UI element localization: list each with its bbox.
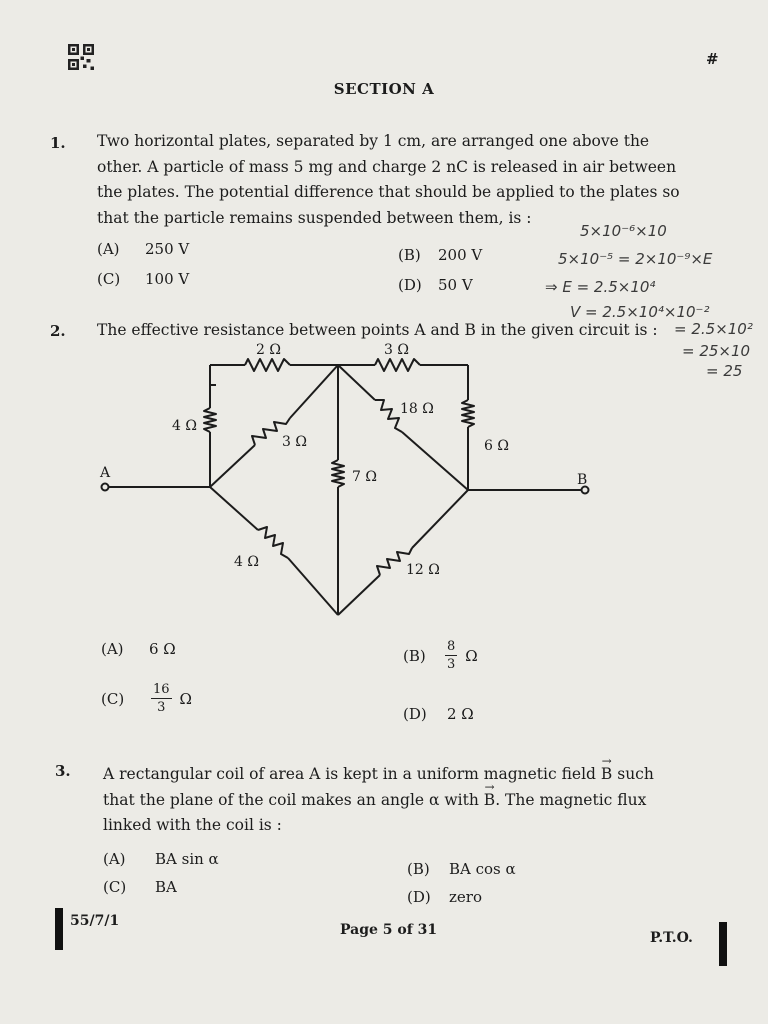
fraction	[151, 683, 172, 715]
handwritten-note: 5×10⁻⁵ = 2×10⁻⁹×E	[558, 250, 713, 268]
question-3-text	[103, 762, 703, 839]
option-text: BA sin α	[155, 850, 219, 868]
option-text: 6 Ω	[149, 640, 176, 658]
option-text: zero	[449, 888, 482, 906]
resistor-label: 18 Ω	[400, 401, 434, 417]
footer-right-bar	[719, 922, 727, 966]
option-text: 250 V	[145, 240, 190, 258]
pto-label: P.T.O.	[650, 930, 693, 946]
option-unit: Ω	[465, 647, 478, 665]
qr-code-icon	[68, 44, 94, 70]
handwritten-note: = 2.5×10²	[674, 320, 753, 338]
question-1-line: the plates. The potential difference that should be applied to the plates so	[97, 183, 680, 201]
question-3-line	[103, 762, 703, 788]
node-b-label: B	[577, 472, 588, 488]
handwritten-note: 5×10⁻⁶×10	[580, 222, 667, 240]
resistor-18ohm	[375, 400, 402, 432]
q2-option-a[interactable]	[101, 640, 176, 658]
resistor-2ohm	[245, 359, 290, 371]
q1-option-c[interactable]	[97, 270, 189, 288]
resistor-label: 3 Ω	[384, 342, 409, 358]
footer-left-bar	[55, 908, 63, 950]
question-3-number: 3.	[55, 762, 71, 780]
resistor-label: 4 Ω	[234, 554, 259, 570]
section-title: SECTION A	[333, 80, 435, 98]
question-2-text: The effective resistance between points A and B in the given circuit is :	[97, 321, 658, 339]
q3-option-a[interactable]	[103, 850, 219, 868]
option-label: (D)	[407, 888, 431, 906]
resistor-4ohm-left	[204, 408, 216, 432]
q2-option-c[interactable]	[101, 683, 192, 715]
page-number: Page 5 of 31	[340, 922, 438, 938]
option-text: 2 Ω	[447, 705, 474, 723]
question-1-line: other. A particle of mass 5 mg and charge 2 nC is released in air between	[97, 157, 677, 176]
question-3-line: linked with the coil is :	[103, 816, 282, 834]
resistor-label: 2 Ω	[256, 342, 281, 358]
question-1-text	[97, 129, 697, 231]
resistor-label: 7 Ω	[352, 469, 377, 485]
node-a-label: A	[100, 465, 111, 481]
option-label: (B)	[398, 246, 421, 264]
circuit-diagram	[90, 340, 600, 625]
option-label: (D)	[403, 705, 427, 723]
question-1-line: Two horizontal plates, separated by 1 cm, are arranged one above the	[97, 132, 650, 150]
resistor-label: 12 Ω	[406, 562, 440, 578]
fraction-numerator: 16	[153, 682, 170, 697]
page-hash-mark: #	[706, 50, 719, 68]
fraction	[445, 640, 457, 672]
resistor-6ohm	[462, 400, 474, 427]
question-1-number: 1.	[50, 134, 66, 152]
fraction-denominator: 3	[157, 700, 166, 715]
option-label: (D)	[398, 276, 422, 294]
question-3-line	[103, 788, 703, 814]
option-text: BA	[155, 878, 177, 896]
q1-option-b[interactable]	[398, 246, 482, 264]
handwritten-note: = 25×10	[682, 342, 751, 360]
question-3-text-part: such	[617, 765, 654, 783]
option-text: BA cos α	[449, 860, 516, 878]
question-3-text-part: . The magnetic flux	[495, 790, 647, 809]
question-3-text-part: that the plane of the coil makes an angle α with	[103, 790, 479, 809]
option-label: (A)	[101, 640, 124, 658]
resistor-7ohm	[332, 460, 344, 487]
q1-option-d[interactable]	[398, 276, 473, 294]
handwritten-note: V = 2.5×10⁴×10⁻²	[570, 303, 710, 321]
question-1-line: that the particle remains suspended between them, is :	[97, 208, 532, 227]
resistor-label: 6 Ω	[484, 438, 509, 454]
fraction-numerator: 8	[447, 639, 456, 654]
option-unit: Ω	[179, 690, 192, 708]
resistor-label: 4 Ω	[172, 418, 197, 434]
vector-b: → B	[601, 762, 612, 788]
option-label: (A)	[97, 240, 120, 258]
question-2-number: 2.	[50, 322, 66, 340]
option-label: (C)	[101, 690, 125, 708]
vector-b: → B	[484, 788, 495, 814]
resistor-label: 3 Ω	[282, 434, 307, 450]
resistor-4ohm-lower	[258, 527, 288, 558]
handwritten-note: = 25	[706, 362, 743, 380]
option-text: 50 V	[438, 276, 473, 294]
paper-code: 55/7/1	[70, 913, 120, 929]
q2-option-b[interactable]	[403, 640, 478, 672]
option-label: (B)	[407, 860, 430, 878]
option-label: (A)	[103, 850, 126, 868]
q2-option-d[interactable]	[403, 705, 474, 723]
q3-option-d[interactable]	[407, 888, 482, 906]
q1-option-a[interactable]	[97, 240, 189, 258]
fraction-denominator: 3	[447, 657, 456, 672]
q3-option-b[interactable]	[407, 860, 516, 878]
option-label: (B)	[403, 647, 426, 665]
option-text: 200 V	[438, 246, 483, 264]
option-label: (C)	[97, 270, 121, 288]
q3-option-c[interactable]	[103, 878, 177, 896]
handwritten-note: ⇒ E = 2.5×10⁴	[545, 278, 656, 296]
option-label: (C)	[103, 878, 127, 896]
resistor-3ohm-top	[375, 359, 420, 371]
question-3-text-part: A rectangular coil of area A is kept in a uniform magnetic field	[103, 765, 596, 783]
terminal-a-dot	[102, 484, 109, 491]
option-text: 100 V	[145, 270, 190, 288]
